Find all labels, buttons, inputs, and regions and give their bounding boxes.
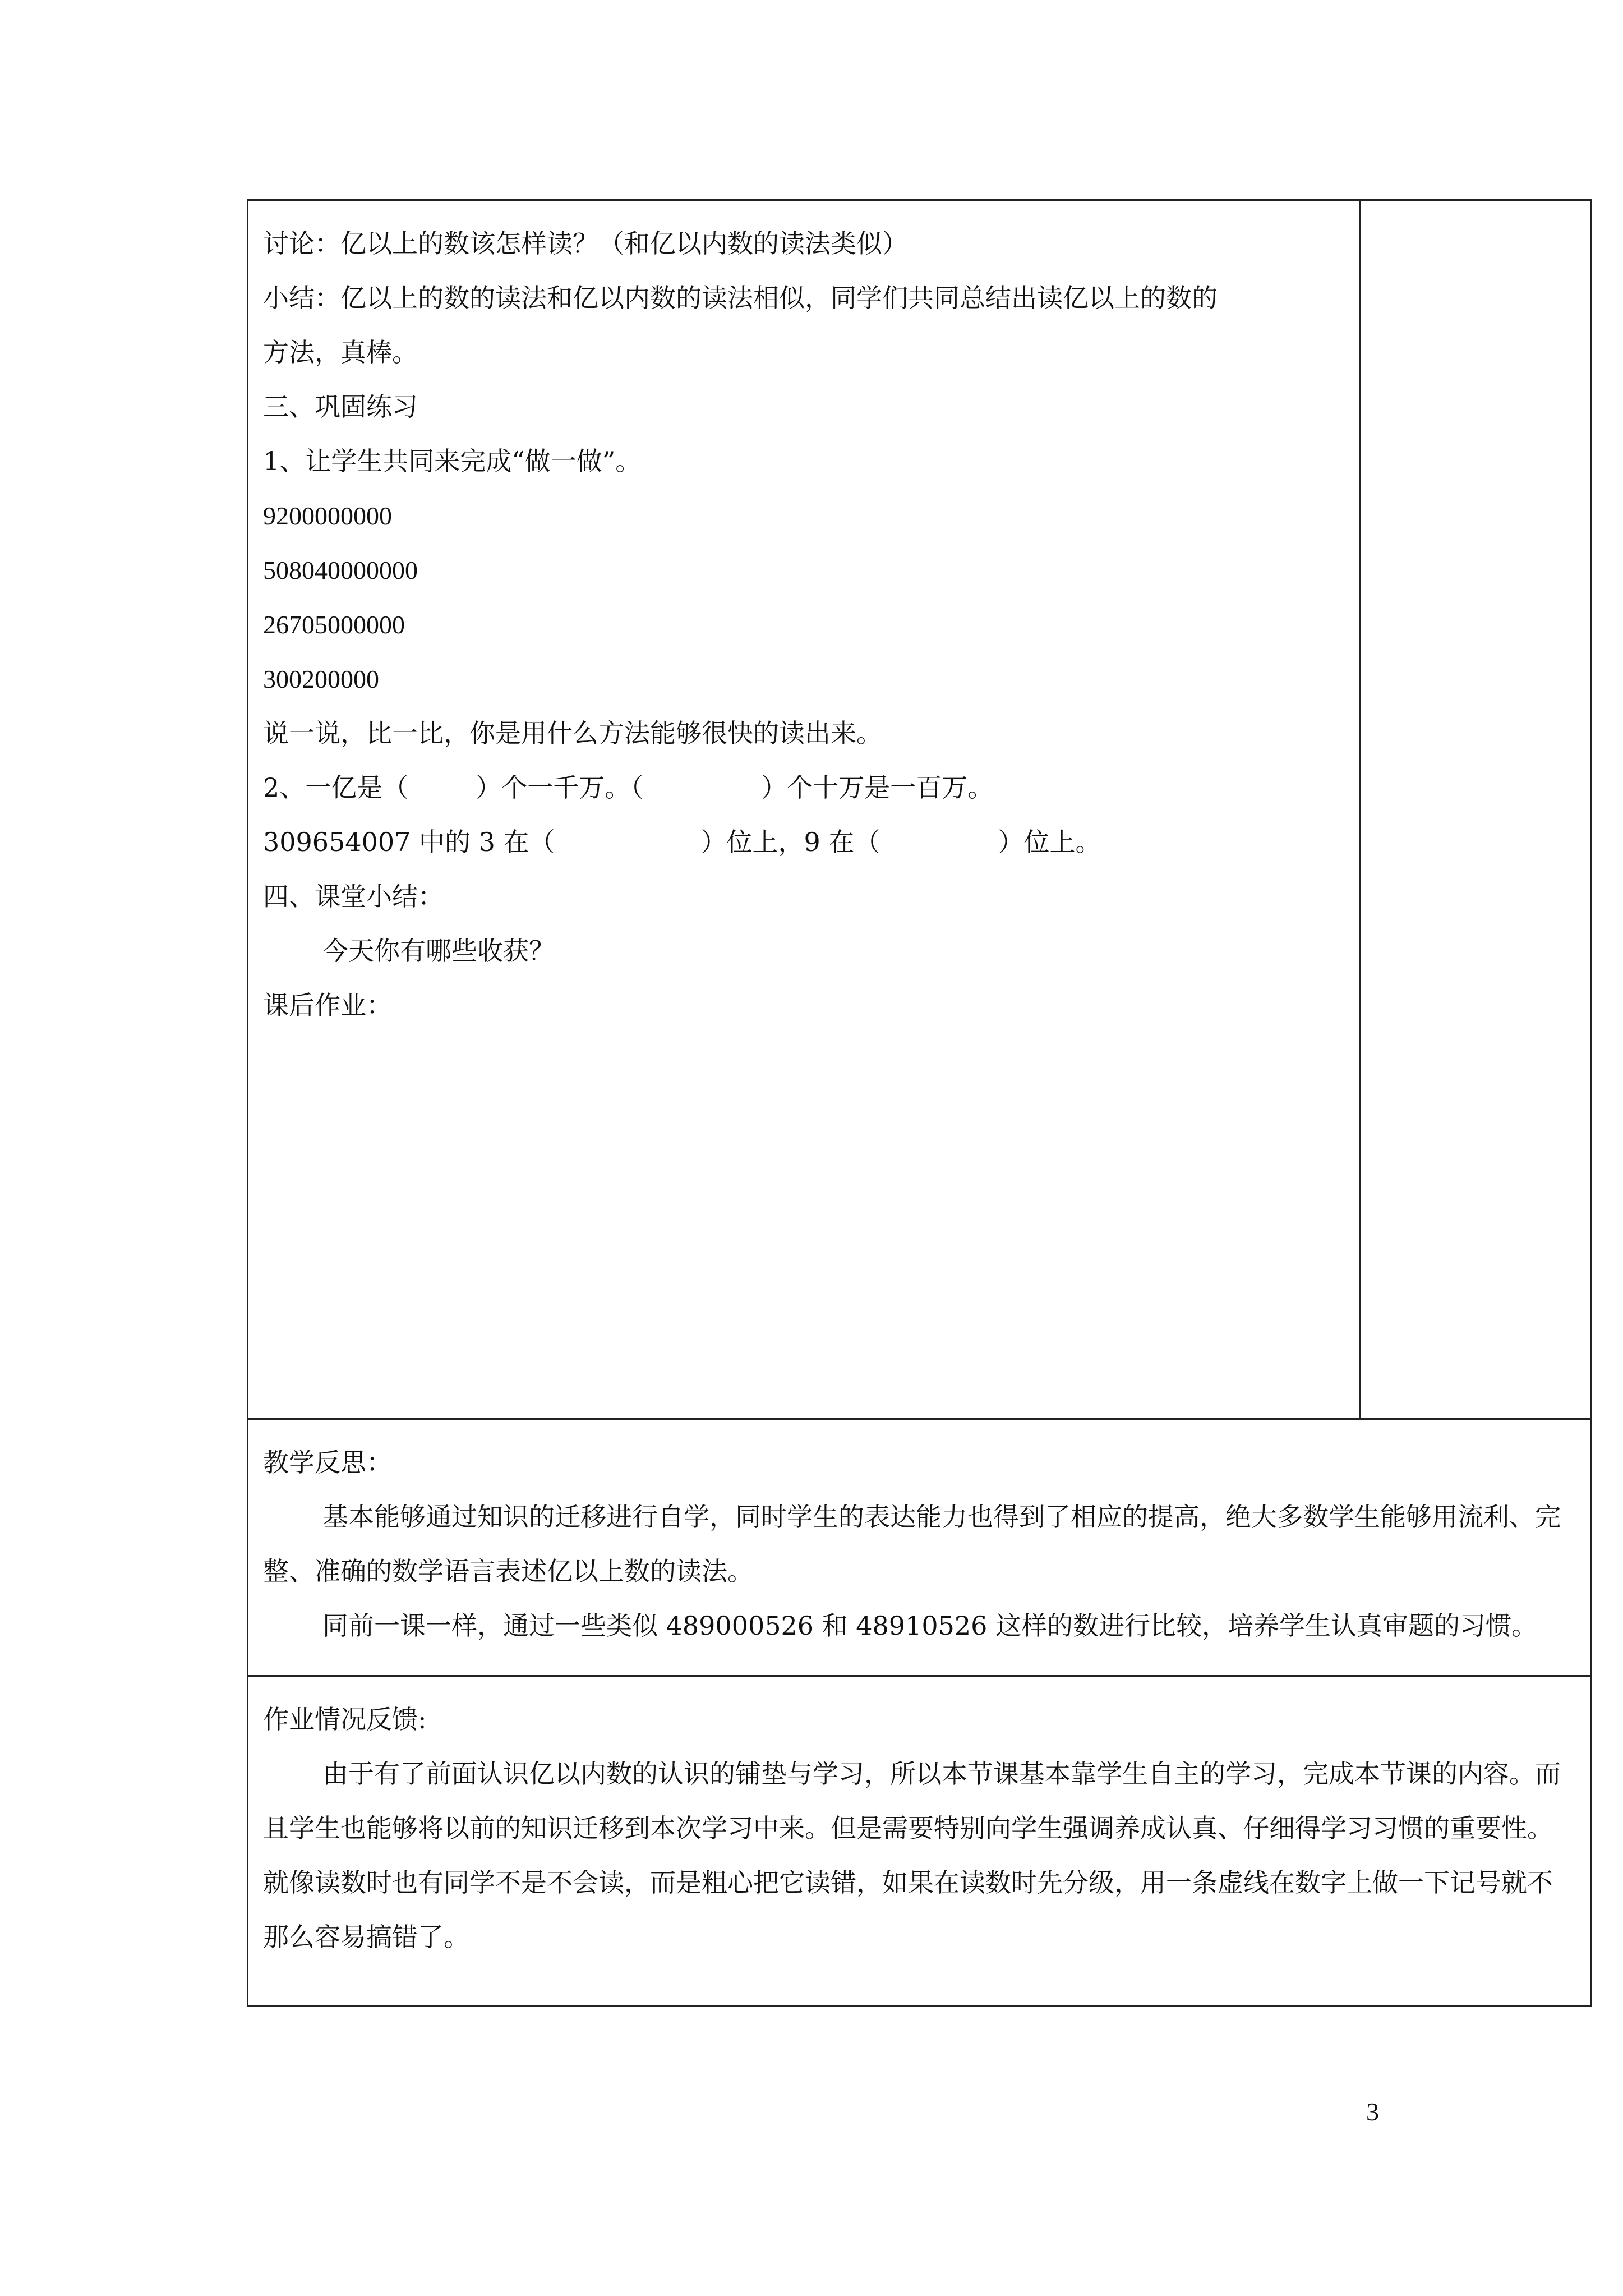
feedback-row bbox=[248, 1676, 1591, 2006]
feedback-heading: 作业情况反馈: bbox=[263, 1704, 427, 1734]
reflection-paragraph-1: 基本能够通过知识的迁移进行自学，同时学生的表达能力也得到了相应的提高，绝大多数学生能够用流利、完整、准确的数学语言表述亿以上数的读法。 bbox=[263, 1502, 1561, 1586]
reflection-cell bbox=[248, 1419, 1591, 1676]
reflection-paragraph-2: 同前一课一样，通过一些类似 489000526 和 48910526 这样的数进行比较，培养学生认真审题的习惯。 bbox=[322, 1611, 1538, 1641]
q3-text-1: 309654007 中的 3 在（ bbox=[263, 827, 555, 857]
class-summary-heading: 四、课堂小结： bbox=[263, 881, 444, 912]
discussion-line: 讨论：亿以上的数该怎样读？（和亿以内数的读法类似） bbox=[263, 228, 908, 259]
lesson-content-row bbox=[248, 200, 1591, 1419]
reflection-row bbox=[248, 1419, 1591, 1676]
practice-heading: 三、巩固练习 bbox=[263, 392, 418, 422]
class-summary-question: 今天你有哪些收获？ bbox=[322, 936, 555, 966]
feedback-paragraph: 由于有了前面认识亿以内数的认识的铺垫与学习，所以本节课基本靠学生自主的学习，完成本节课的内容。而且学生也能够将以前的知识迁移到本次学习中来。但是需要特别向学生强调养成认真、仔细得学习习惯的重要性。就像读数时也有同学不是不会读，而是粗心把它读错，如果在读数时先分级，用一条虚线在数字上做一下记号就不那么容易搞错了。 bbox=[263, 1759, 1561, 1952]
number-item: 26705000000 bbox=[263, 610, 405, 639]
reflection-heading: 教学反思： bbox=[263, 1447, 392, 1478]
homework-heading: 课后作业： bbox=[263, 990, 392, 1020]
q2-text-3: ）个十万是一百万。 bbox=[761, 772, 994, 803]
number-item: 508040000000 bbox=[263, 556, 418, 585]
practice-item-1: 1、让学生共同来完成“做一做”。 bbox=[263, 446, 642, 476]
lesson-content-cell bbox=[248, 200, 1360, 1419]
lesson-plan-table bbox=[247, 199, 1592, 2007]
number-item: 9200000000 bbox=[263, 501, 392, 530]
q3-text-3: ）位上。 bbox=[998, 827, 1101, 857]
q2-text-1: 2、一亿是（ bbox=[263, 772, 409, 803]
q2-text-2: ）个一千万。（ bbox=[476, 772, 644, 803]
question-3 bbox=[263, 815, 1344, 869]
question-2 bbox=[263, 761, 1344, 815]
q3-text-2: ）位上，9 在（ bbox=[700, 827, 880, 857]
compare-prompt: 说一说，比一比，你是用什么方法能够很快的读出来。 bbox=[263, 718, 882, 748]
number-item: 300200000 bbox=[263, 665, 379, 693]
summary-line-1: 小结：亿以上的数的读法和亿以内数的读法相似，同学们共同总结出读亿以上的数的 bbox=[263, 283, 1218, 313]
side-notes-cell bbox=[1360, 200, 1591, 1419]
summary-line-2: 方法，真棒。 bbox=[263, 337, 418, 367]
page-number: 3 bbox=[1366, 2097, 1379, 2126]
feedback-cell bbox=[248, 1676, 1591, 2006]
